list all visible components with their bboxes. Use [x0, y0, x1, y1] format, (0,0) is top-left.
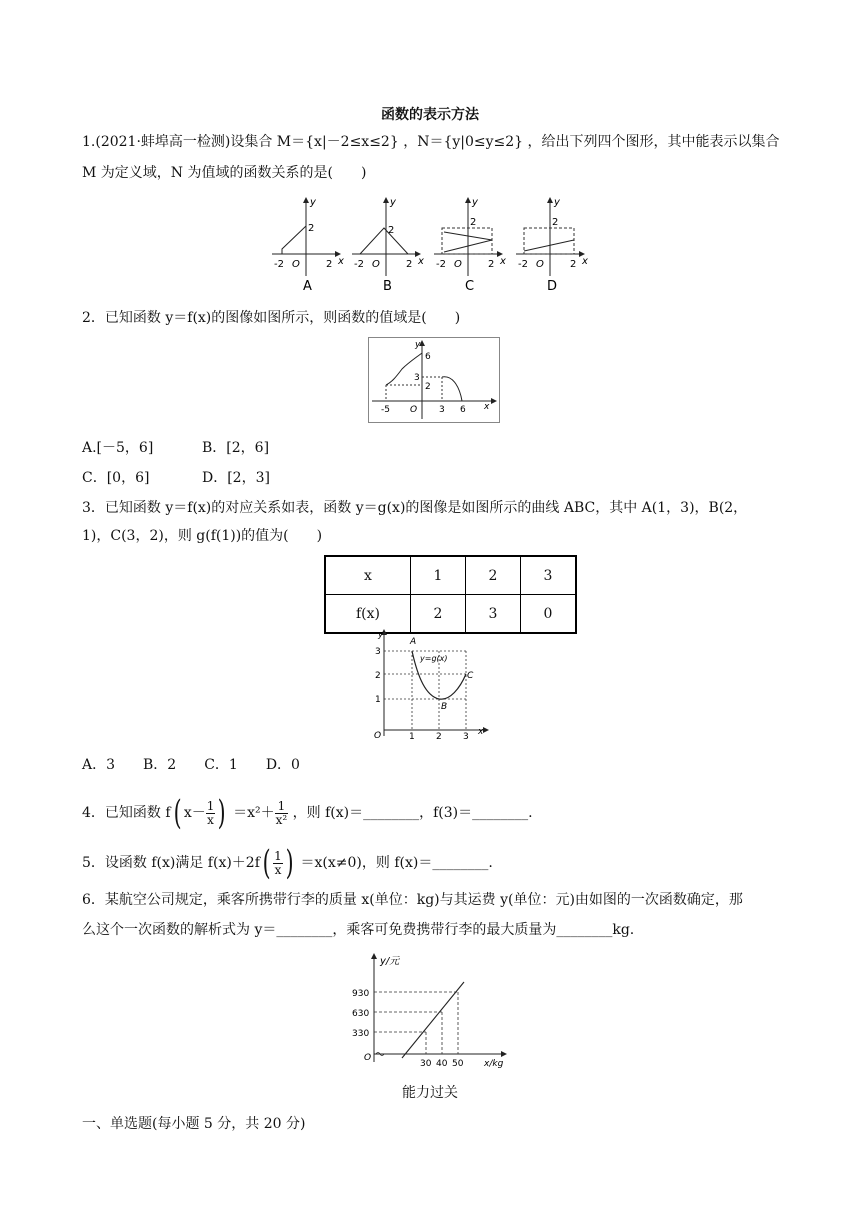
svg-text:330: 330	[352, 1029, 370, 1039]
svg-text:3: 3	[439, 405, 445, 415]
svg-text:y: y	[472, 197, 478, 208]
svg-text:2: 2	[308, 223, 315, 234]
q1-text-line1: 1.(2021·蚌埠高一检测)设集合 M＝{x|－2≤x≤2} ，N＝{y|0≤y≤2} ，给出下列四个图形，其中能表示以集合	[82, 134, 780, 150]
svg-text:x: x	[582, 256, 588, 267]
q4-text: 4．已知函数 f( x－ $\frac{1}{x}$ ) ＝x²＋ $\frac{1}{\text{x²}}$ ，则 f(x)＝________，f(3)＝________.	[82, 793, 533, 833]
q3-text-line2: 1)，C(3，2)，则 g(f(1))的值为( )	[82, 528, 323, 544]
svg-text:630: 630	[352, 1009, 370, 1019]
q6-text-line2: 么这个一次函数的解析式为 y＝________，乘客可免费携带行李的最大质量为________kg.	[82, 922, 635, 938]
svg-text:40: 40	[436, 1059, 448, 1068]
svg-text:O: O	[372, 259, 380, 270]
svg-text:6: 6	[460, 405, 466, 415]
svg-text:2: 2	[406, 259, 413, 270]
fig-label-b: B	[383, 279, 392, 294]
svg-text:2: 2	[552, 217, 559, 228]
svg-text:x: x	[338, 256, 344, 267]
svg-text:3: 3	[375, 647, 381, 657]
subsection-heading: 一、单选题(每小题 5 分，共 20 分)	[82, 1116, 306, 1132]
fig-label-d: D	[547, 279, 558, 294]
table-row: f(x) 2 3 0	[325, 595, 576, 634]
svg-text:O: O	[454, 259, 462, 270]
svg-text:C: C	[467, 671, 474, 681]
section-heading: 能力过关	[402, 1085, 458, 1101]
svg-text:y: y	[310, 197, 316, 208]
svg-text:-2: -2	[518, 259, 528, 270]
svg-text:x: x	[500, 256, 506, 267]
q3-graph	[368, 628, 492, 740]
svg-text:O: O	[364, 1053, 372, 1063]
f-table	[324, 555, 577, 634]
svg-text:1: 1	[375, 695, 381, 705]
svg-text:y: y	[378, 630, 384, 640]
svg-text:2: 2	[375, 671, 381, 681]
svg-text:O: O	[410, 405, 418, 415]
page-title: 函数的表示方法	[381, 107, 479, 123]
svg-text:2: 2	[436, 732, 442, 740]
svg-text:x: x	[418, 256, 424, 267]
svg-text:930: 930	[352, 989, 370, 999]
q5-text: 5．设函数 f(x)满足 f(x)＋2f( $\frac{1}{x}$ ) ＝x(x≠0)，则 f(x)＝________.	[82, 843, 493, 883]
svg-text:2: 2	[326, 259, 333, 270]
svg-text:x: x	[484, 402, 490, 412]
q3-options: A．3 B．2 C．1 D．0	[82, 757, 300, 773]
svg-text:x/kg: x/kg	[484, 1059, 504, 1068]
svg-text:y: y	[415, 340, 421, 350]
q1-text-line2: M 为定义域，N 为值域的函数关系的是( )	[82, 165, 367, 181]
svg-text:3: 3	[414, 373, 420, 383]
q2-text: 2．已知函数 y＝f(x)的图像如图所示，则函数的值域是( )	[82, 310, 461, 326]
svg-text:1: 1	[409, 732, 415, 740]
svg-text:y/元: y/元	[380, 956, 400, 967]
svg-text:O: O	[536, 259, 544, 270]
q6-graph	[352, 952, 512, 1068]
q3-text-line1: 3．已知函数 y＝f(x)的对应关系如表，函数 y＝g(x)的图像是如图所示的曲线 ABC，其中 A(1，3)，B(2，	[82, 500, 748, 516]
q2-graph	[368, 337, 500, 423]
svg-text:O: O	[374, 731, 382, 740]
svg-text:y: y	[554, 197, 560, 208]
svg-text:6: 6	[425, 352, 431, 362]
q2-option-a: A.[－5，6]	[82, 440, 154, 456]
svg-text:50: 50	[452, 1059, 464, 1068]
svg-text:3: 3	[463, 732, 469, 740]
q1-graph-b	[352, 197, 424, 294]
svg-text:2: 2	[425, 382, 431, 392]
svg-text:-2: -2	[354, 259, 364, 270]
svg-text:30: 30	[420, 1059, 432, 1068]
q2-option-c: C．[0，6]	[82, 470, 150, 486]
q1-graph-d	[516, 197, 588, 294]
fig-label-a: A	[303, 279, 312, 294]
svg-text:O: O	[292, 259, 300, 270]
svg-text:-5: -5	[381, 405, 390, 415]
svg-text:2: 2	[488, 259, 495, 270]
svg-text:y=g(x): y=g(x)	[420, 654, 448, 663]
q1-graph-c	[434, 197, 506, 294]
svg-text:A: A	[410, 637, 417, 647]
q2-option-d: D．[2，3]	[202, 470, 270, 486]
svg-text:2: 2	[388, 225, 395, 236]
svg-text:2: 2	[470, 217, 477, 228]
svg-text:B: B	[441, 702, 448, 712]
svg-text:y: y	[390, 197, 396, 208]
svg-text:-2: -2	[436, 259, 446, 270]
q1-figures	[268, 196, 598, 300]
q6-text-line1: 6．某航空公司规定，乘客所携带行李的质量 x(单位：kg)与其运费 y(单位：元)由如图的一次函数确定，那	[82, 892, 743, 908]
tick-neg2: -2	[274, 259, 284, 270]
q2-option-b: B．[2，6]	[202, 440, 270, 456]
q1-graph-a	[272, 197, 344, 294]
fig-label-c: C	[465, 279, 475, 294]
svg-text:2: 2	[570, 259, 577, 270]
svg-text:x: x	[478, 727, 484, 737]
table-row: x 1 2 3	[325, 556, 576, 595]
